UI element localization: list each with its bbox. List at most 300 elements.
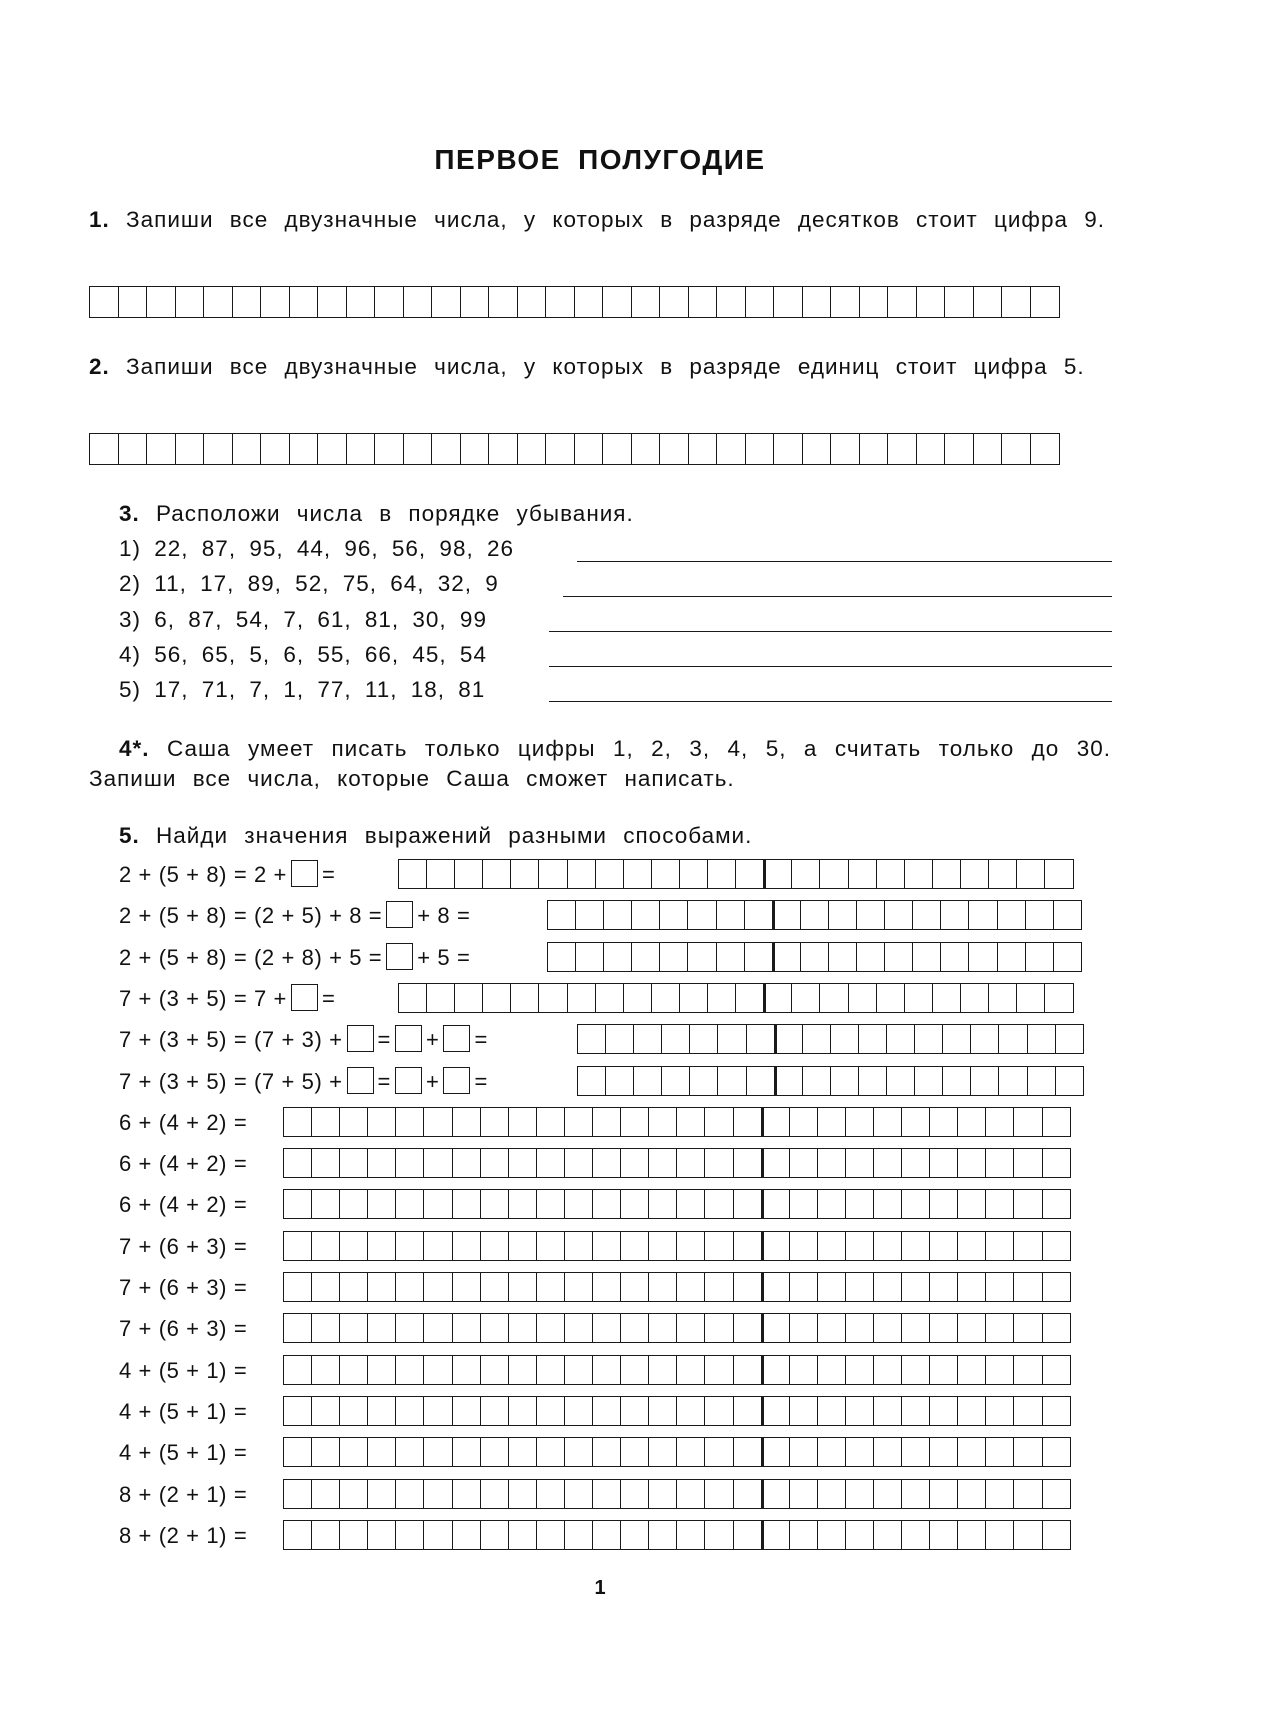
answer-cell[interactable] [510,983,540,1013]
answer-cell[interactable] [970,1066,1000,1096]
answer-cell[interactable] [819,859,849,889]
answer-cell[interactable] [973,286,1003,318]
answer-cell[interactable] [817,1479,847,1509]
answer-cell[interactable] [1027,1066,1057,1096]
answer-cell[interactable] [651,859,681,889]
answer-cell[interactable] [423,1520,453,1550]
answer-cell[interactable] [940,900,970,930]
answer-cell[interactable] [800,942,830,972]
blank-box[interactable] [395,1067,422,1094]
answer-cell[interactable] [1042,1355,1072,1385]
answer-cell[interactable] [283,1520,313,1550]
answer-cell[interactable] [761,1355,791,1385]
expression-answer-grid[interactable] [283,1479,1071,1509]
answer-cell[interactable] [791,983,821,1013]
answer-cell[interactable] [1016,859,1046,889]
answer-cell[interactable] [423,1479,453,1509]
answer-cell[interactable] [605,1024,635,1054]
answer-cell[interactable] [914,1066,944,1096]
answer-cell[interactable] [423,1231,453,1261]
answer-cell[interactable] [339,1479,369,1509]
answer-cell[interactable] [517,286,547,318]
expression-answer-grid[interactable] [283,1396,1071,1426]
answer-cell[interactable] [574,286,604,318]
answer-cell[interactable] [733,1437,763,1467]
answer-cell[interactable] [283,1355,313,1385]
answer-cell[interactable] [887,433,917,465]
answer-cell[interactable] [773,433,803,465]
answer-cell[interactable] [679,983,709,1013]
answer-cell[interactable] [746,1024,776,1054]
answer-cell[interactable] [452,1313,482,1343]
answer-cell[interactable] [592,1437,622,1467]
answer-cell[interactable] [508,1396,538,1426]
answer-cell[interactable] [774,1024,804,1054]
answer-cell[interactable] [1055,1024,1085,1054]
answer-cell[interactable] [508,1355,538,1385]
answer-cell[interactable] [873,1107,903,1137]
answer-cell[interactable] [460,286,490,318]
answer-cell[interactable] [395,1396,425,1426]
answer-cell[interactable] [1042,1437,1072,1467]
answer-cell[interactable] [689,1066,719,1096]
answer-cell[interactable] [802,1066,832,1096]
answer-cell[interactable] [733,1107,763,1137]
answer-cell[interactable] [547,942,577,972]
answer-cell[interactable] [830,286,860,318]
answer-cell[interactable] [311,1148,341,1178]
answer-cell[interactable] [577,1066,607,1096]
answer-cell[interactable] [311,1479,341,1509]
answer-cell[interactable] [848,983,878,1013]
answer-cell[interactable] [480,1107,510,1137]
answer-cell[interactable] [789,1479,819,1509]
answer-cell[interactable] [567,983,597,1013]
answer-cell[interactable] [845,1520,875,1550]
answer-cell[interactable] [339,1520,369,1550]
answer-cell[interactable] [648,1107,678,1137]
answer-cell[interactable] [317,286,347,318]
answer-cell[interactable] [452,1520,482,1550]
answer-cell[interactable] [789,1396,819,1426]
blank-box[interactable] [443,1067,470,1094]
answer-cell[interactable] [676,1396,706,1426]
answer-cell[interactable] [802,1024,832,1054]
answer-cell[interactable] [901,1396,931,1426]
answer-cell[interactable] [423,1272,453,1302]
answer-cell[interactable] [661,1024,691,1054]
answer-cell[interactable] [733,1272,763,1302]
expression-answer-grid[interactable] [547,942,1082,972]
answer-cell[interactable] [1055,1066,1085,1096]
answer-cell[interactable] [346,286,376,318]
answer-cell[interactable] [564,1355,594,1385]
answer-cell[interactable] [845,1272,875,1302]
answer-cell[interactable] [452,1479,482,1509]
answer-cell[interactable] [452,1189,482,1219]
answer-cell[interactable] [985,1313,1015,1343]
answer-cell[interactable] [733,1231,763,1261]
answer-cell[interactable] [547,900,577,930]
answer-cell[interactable] [564,1437,594,1467]
answer-cell[interactable] [648,1479,678,1509]
answer-cell[interactable] [828,942,858,972]
blank-box[interactable] [291,984,318,1011]
answer-cell[interactable] [648,1189,678,1219]
answer-cell[interactable] [339,1272,369,1302]
answer-cell[interactable] [452,1107,482,1137]
answer-cell[interactable] [745,286,775,318]
answer-cell[interactable] [564,1231,594,1261]
answer-cell[interactable] [830,1066,860,1096]
answer-cell[interactable] [536,1437,566,1467]
expression-answer-grid[interactable] [547,900,1082,930]
answer-cell[interactable] [575,942,605,972]
answer-cell[interactable] [146,286,176,318]
blank-box[interactable] [386,901,413,928]
expression-answer-grid[interactable] [283,1231,1071,1261]
answer-cell[interactable] [845,1355,875,1385]
answer-cell[interactable] [659,433,689,465]
answer-cell[interactable] [423,1437,453,1467]
answer-cell[interactable] [985,1272,1015,1302]
answer-cell[interactable] [957,1355,987,1385]
answer-cell[interactable] [802,433,832,465]
answer-cell[interactable] [819,983,849,1013]
answer-cell[interactable] [367,1520,397,1550]
answer-cell[interactable] [648,1272,678,1302]
answer-cell[interactable] [717,1066,747,1096]
answer-cell[interactable] [339,1148,369,1178]
answer-cell[interactable] [761,1148,791,1178]
answer-cell[interactable] [761,1520,791,1550]
answer-cell[interactable] [1013,1313,1043,1343]
expression-answer-grid[interactable] [577,1024,1084,1054]
answer-cell[interactable] [845,1437,875,1467]
answer-cell[interactable] [957,1148,987,1178]
answer-cell[interactable] [716,286,746,318]
answer-cell[interactable] [1001,286,1031,318]
answer-cell[interactable] [957,1107,987,1137]
answer-cell[interactable] [901,1520,931,1550]
answer-cell[interactable] [564,1272,594,1302]
answer-cell[interactable] [592,1148,622,1178]
answer-cell[interactable] [845,1396,875,1426]
answer-cell[interactable] [536,1355,566,1385]
answer-cell[interactable] [651,983,681,1013]
answer-cell[interactable] [574,433,604,465]
answer-cell[interactable] [536,1107,566,1137]
answer-cell[interactable] [283,1107,313,1137]
answer-cell[interactable] [395,1437,425,1467]
answer-cell[interactable] [648,1231,678,1261]
answer-cell[interactable] [1042,1313,1072,1343]
answer-cell[interactable] [631,286,661,318]
answer-cell[interactable] [575,900,605,930]
task-3-answer-line[interactable] [549,631,1112,632]
answer-cell[interactable] [761,1272,791,1302]
answer-cell[interactable] [687,900,717,930]
answer-cell[interactable] [929,1520,959,1550]
answer-cell[interactable] [648,1520,678,1550]
answer-cell[interactable] [536,1231,566,1261]
answer-cell[interactable] [929,1189,959,1219]
answer-cell[interactable] [480,1355,510,1385]
answer-cell[interactable] [175,433,205,465]
answer-cell[interactable] [817,1396,847,1426]
answer-cell[interactable] [118,286,148,318]
answer-cell[interactable] [620,1148,650,1178]
answer-cell[interactable] [1025,942,1055,972]
answer-cell[interactable] [901,1272,931,1302]
answer-cell[interactable] [744,942,774,972]
answer-cell[interactable] [985,1148,1015,1178]
answer-cell[interactable] [873,1148,903,1178]
answer-cell[interactable] [538,859,568,889]
answer-cell[interactable] [605,1066,635,1096]
answer-cell[interactable] [510,859,540,889]
task-2-answer-grid[interactable] [89,433,1060,465]
answer-cell[interactable] [508,1272,538,1302]
answer-cell[interactable] [789,1231,819,1261]
answer-cell[interactable] [423,1355,453,1385]
answer-cell[interactable] [339,1231,369,1261]
answer-cell[interactable] [1044,983,1074,1013]
answer-cell[interactable] [536,1479,566,1509]
answer-cell[interactable] [577,1024,607,1054]
answer-cell[interactable] [856,942,886,972]
blank-box[interactable] [291,860,318,887]
answer-cell[interactable] [904,983,934,1013]
answer-cell[interactable] [423,1107,453,1137]
answer-cell[interactable] [1013,1520,1043,1550]
expression-answer-grid[interactable] [283,1148,1071,1178]
answer-cell[interactable] [873,1231,903,1261]
answer-cell[interactable] [901,1231,931,1261]
answer-cell[interactable] [508,1189,538,1219]
answer-cell[interactable] [676,1437,706,1467]
answer-cell[interactable] [648,1148,678,1178]
answer-cell[interactable] [817,1437,847,1467]
answer-cell[interactable] [873,1437,903,1467]
answer-cell[interactable] [676,1148,706,1178]
answer-cell[interactable] [901,1148,931,1178]
answer-cell[interactable] [423,1396,453,1426]
answer-cell[interactable] [283,1313,313,1343]
answer-cell[interactable] [940,942,970,972]
answer-cell[interactable] [564,1520,594,1550]
answer-cell[interactable] [774,1066,804,1096]
answer-cell[interactable] [592,1355,622,1385]
answer-cell[interactable] [901,1355,931,1385]
answer-cell[interactable] [988,983,1018,1013]
answer-cell[interactable] [873,1479,903,1509]
answer-cell[interactable] [960,859,990,889]
answer-cell[interactable] [564,1189,594,1219]
answer-cell[interactable] [592,1313,622,1343]
answer-cell[interactable] [960,983,990,1013]
answer-cell[interactable] [423,1189,453,1219]
answer-cell[interactable] [623,983,653,1013]
answer-cell[interactable] [452,1396,482,1426]
answer-cell[interactable] [452,1437,482,1467]
answer-cell[interactable] [733,1355,763,1385]
answer-cell[interactable] [830,433,860,465]
answer-cell[interactable] [592,1107,622,1137]
task-1-answer-grid[interactable] [89,286,1060,318]
answer-cell[interactable] [564,1479,594,1509]
answer-cell[interactable] [592,1189,622,1219]
answer-cell[interactable] [688,286,718,318]
answer-cell[interactable] [480,1479,510,1509]
answer-cell[interactable] [744,900,774,930]
answer-cell[interactable] [1042,1231,1072,1261]
answer-cell[interactable] [482,983,512,1013]
answer-cell[interactable] [452,1272,482,1302]
answer-cell[interactable] [283,1479,313,1509]
answer-cell[interactable] [957,1396,987,1426]
answer-cell[interactable] [508,1148,538,1178]
answer-cell[interactable] [929,1479,959,1509]
answer-cell[interactable] [817,1520,847,1550]
answer-cell[interactable] [283,1231,313,1261]
answer-cell[interactable] [817,1148,847,1178]
answer-cell[interactable] [395,1189,425,1219]
answer-cell[interactable] [886,1024,916,1054]
answer-cell[interactable] [1042,1148,1072,1178]
answer-cell[interactable] [395,1231,425,1261]
answer-cell[interactable] [564,1313,594,1343]
answer-cell[interactable] [929,1396,959,1426]
blank-box[interactable] [386,943,413,970]
answer-cell[interactable] [1042,1189,1072,1219]
answer-cell[interactable] [648,1313,678,1343]
answer-cell[interactable] [761,1231,791,1261]
blank-box[interactable] [443,1025,470,1052]
answer-cell[interactable] [536,1313,566,1343]
answer-cell[interactable] [929,1148,959,1178]
expression-answer-grid[interactable] [398,859,1074,889]
answer-cell[interactable] [1013,1148,1043,1178]
answer-cell[interactable] [595,859,625,889]
answer-cell[interactable] [648,1355,678,1385]
answer-cell[interactable] [735,983,765,1013]
task-3-answer-line[interactable] [549,666,1112,667]
answer-cell[interactable] [789,1520,819,1550]
answer-cell[interactable] [873,1189,903,1219]
answer-cell[interactable] [508,1437,538,1467]
answer-cell[interactable] [431,286,461,318]
answer-cell[interactable] [985,1520,1015,1550]
answer-cell[interactable] [704,1148,734,1178]
answer-cell[interactable] [374,433,404,465]
answer-cell[interactable] [676,1272,706,1302]
answer-cell[interactable] [1013,1231,1043,1261]
answer-cell[interactable] [536,1396,566,1426]
answer-cell[interactable] [203,433,233,465]
answer-cell[interactable] [1013,1272,1043,1302]
answer-cell[interactable] [620,1437,650,1467]
answer-cell[interactable] [1013,1189,1043,1219]
blank-box[interactable] [395,1025,422,1052]
answer-cell[interactable] [118,433,148,465]
answer-cell[interactable] [873,1520,903,1550]
answer-cell[interactable] [648,1396,678,1426]
answer-cell[interactable] [985,1396,1015,1426]
answer-cell[interactable] [508,1479,538,1509]
answer-cell[interactable] [346,433,376,465]
answer-cell[interactable] [707,859,737,889]
answer-cell[interactable] [175,286,205,318]
answer-cell[interactable] [311,1107,341,1137]
answer-cell[interactable] [620,1272,650,1302]
answer-cell[interactable] [398,859,428,889]
answer-cell[interactable] [620,1107,650,1137]
answer-cell[interactable] [508,1313,538,1343]
answer-cell[interactable] [772,942,802,972]
answer-cell[interactable] [733,1313,763,1343]
answer-cell[interactable] [929,1272,959,1302]
answer-cell[interactable] [932,983,962,1013]
answer-cell[interactable] [1042,1520,1072,1550]
answer-cell[interactable] [817,1355,847,1385]
answer-cell[interactable] [592,1231,622,1261]
answer-cell[interactable] [592,1272,622,1302]
answer-cell[interactable] [944,433,974,465]
answer-cell[interactable] [745,433,775,465]
answer-cell[interactable] [676,1355,706,1385]
answer-cell[interactable] [968,942,998,972]
answer-cell[interactable] [431,433,461,465]
expression-answer-grid[interactable] [283,1355,1071,1385]
answer-cell[interactable] [676,1479,706,1509]
answer-cell[interactable] [311,1231,341,1261]
answer-cell[interactable] [704,1272,734,1302]
answer-cell[interactable] [957,1189,987,1219]
answer-cell[interactable] [761,1437,791,1467]
answer-cell[interactable] [452,1355,482,1385]
answer-cell[interactable] [620,1396,650,1426]
answer-cell[interactable] [929,1107,959,1137]
answer-cell[interactable] [480,1272,510,1302]
answer-cell[interactable] [763,859,793,889]
answer-cell[interactable] [395,1355,425,1385]
answer-cell[interactable] [789,1148,819,1178]
answer-cell[interactable] [339,1189,369,1219]
answer-cell[interactable] [460,433,490,465]
answer-cell[interactable] [873,1272,903,1302]
answer-cell[interactable] [480,1396,510,1426]
answer-cell[interactable] [772,900,802,930]
answer-cell[interactable] [985,1107,1015,1137]
answer-cell[interactable] [789,1107,819,1137]
answer-cell[interactable] [367,1231,397,1261]
answer-cell[interactable] [232,286,262,318]
answer-cell[interactable] [567,859,597,889]
answer-cell[interactable] [395,1313,425,1343]
answer-cell[interactable] [985,1231,1015,1261]
answer-cell[interactable] [480,1520,510,1550]
answer-cell[interactable] [633,1024,663,1054]
answer-cell[interactable] [1013,1437,1043,1467]
answer-cell[interactable] [395,1148,425,1178]
answer-cell[interactable] [929,1355,959,1385]
answer-cell[interactable] [716,900,746,930]
answer-cell[interactable] [848,859,878,889]
blank-box[interactable] [347,1067,374,1094]
answer-cell[interactable] [395,1107,425,1137]
answer-cell[interactable] [398,983,428,1013]
